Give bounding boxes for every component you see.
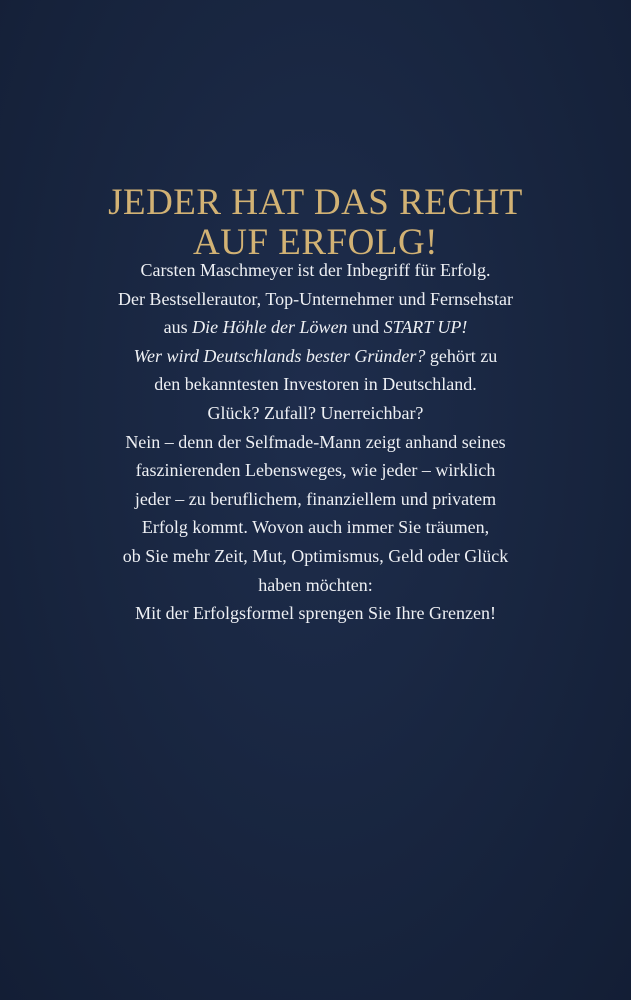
blurb-line-13: Mit der Erfolgsformel sprengen Sie Ihre Grenzen! bbox=[135, 603, 496, 624]
tv-show-title: Die Höhle der Löwen bbox=[192, 317, 348, 338]
headline bbox=[0, 183, 631, 263]
headline-line-1: JEDER HAT DAS RECHT bbox=[108, 181, 523, 223]
blurb-text bbox=[0, 256, 631, 628]
blurb-line-11: ob Sie mehr Zeit, Mut, Optimismus, Geld oder Glück bbox=[122, 545, 509, 566]
blurb-text-span: aus bbox=[163, 317, 193, 338]
blurb-line-4 bbox=[0, 342, 631, 371]
blurb-text-span: und bbox=[347, 317, 384, 338]
blurb-line-12: haben möchten: bbox=[258, 574, 373, 595]
blurb-line-2: Der Bestsellerautor, Top-Unternehmer und Fernsehstar bbox=[117, 288, 514, 309]
blurb-line-5: den bekanntesten Investoren in Deutschland. bbox=[154, 374, 477, 395]
blurb-text-span: gehört zu bbox=[425, 345, 498, 366]
headline-line-2: AUF ERFOLG! bbox=[193, 221, 438, 263]
blurb-line-3 bbox=[0, 313, 631, 342]
blurb-line-7: Nein – denn der Selfmade-Mann zeigt anhand seines bbox=[125, 431, 506, 452]
blurb-line-8: faszinierenden Lebensweges, wie jeder – wirklich bbox=[135, 460, 496, 481]
tv-show-subtitle: Wer wird Deutschlands bester Gründer? bbox=[133, 345, 426, 366]
blurb-line-9: jeder – zu beruflichem, finanziellem und privatem bbox=[134, 488, 497, 509]
blurb-line-6: Glück? Zufall? Unerreichbar? bbox=[207, 402, 424, 423]
tv-show-title-2: START UP! bbox=[383, 317, 468, 338]
blurb-line-10: Erfolg kommt. Wovon auch immer Sie träumen, bbox=[141, 517, 490, 538]
blurb-line-1: Carsten Maschmeyer ist der Inbegriff für Erfolg. bbox=[140, 260, 491, 280]
